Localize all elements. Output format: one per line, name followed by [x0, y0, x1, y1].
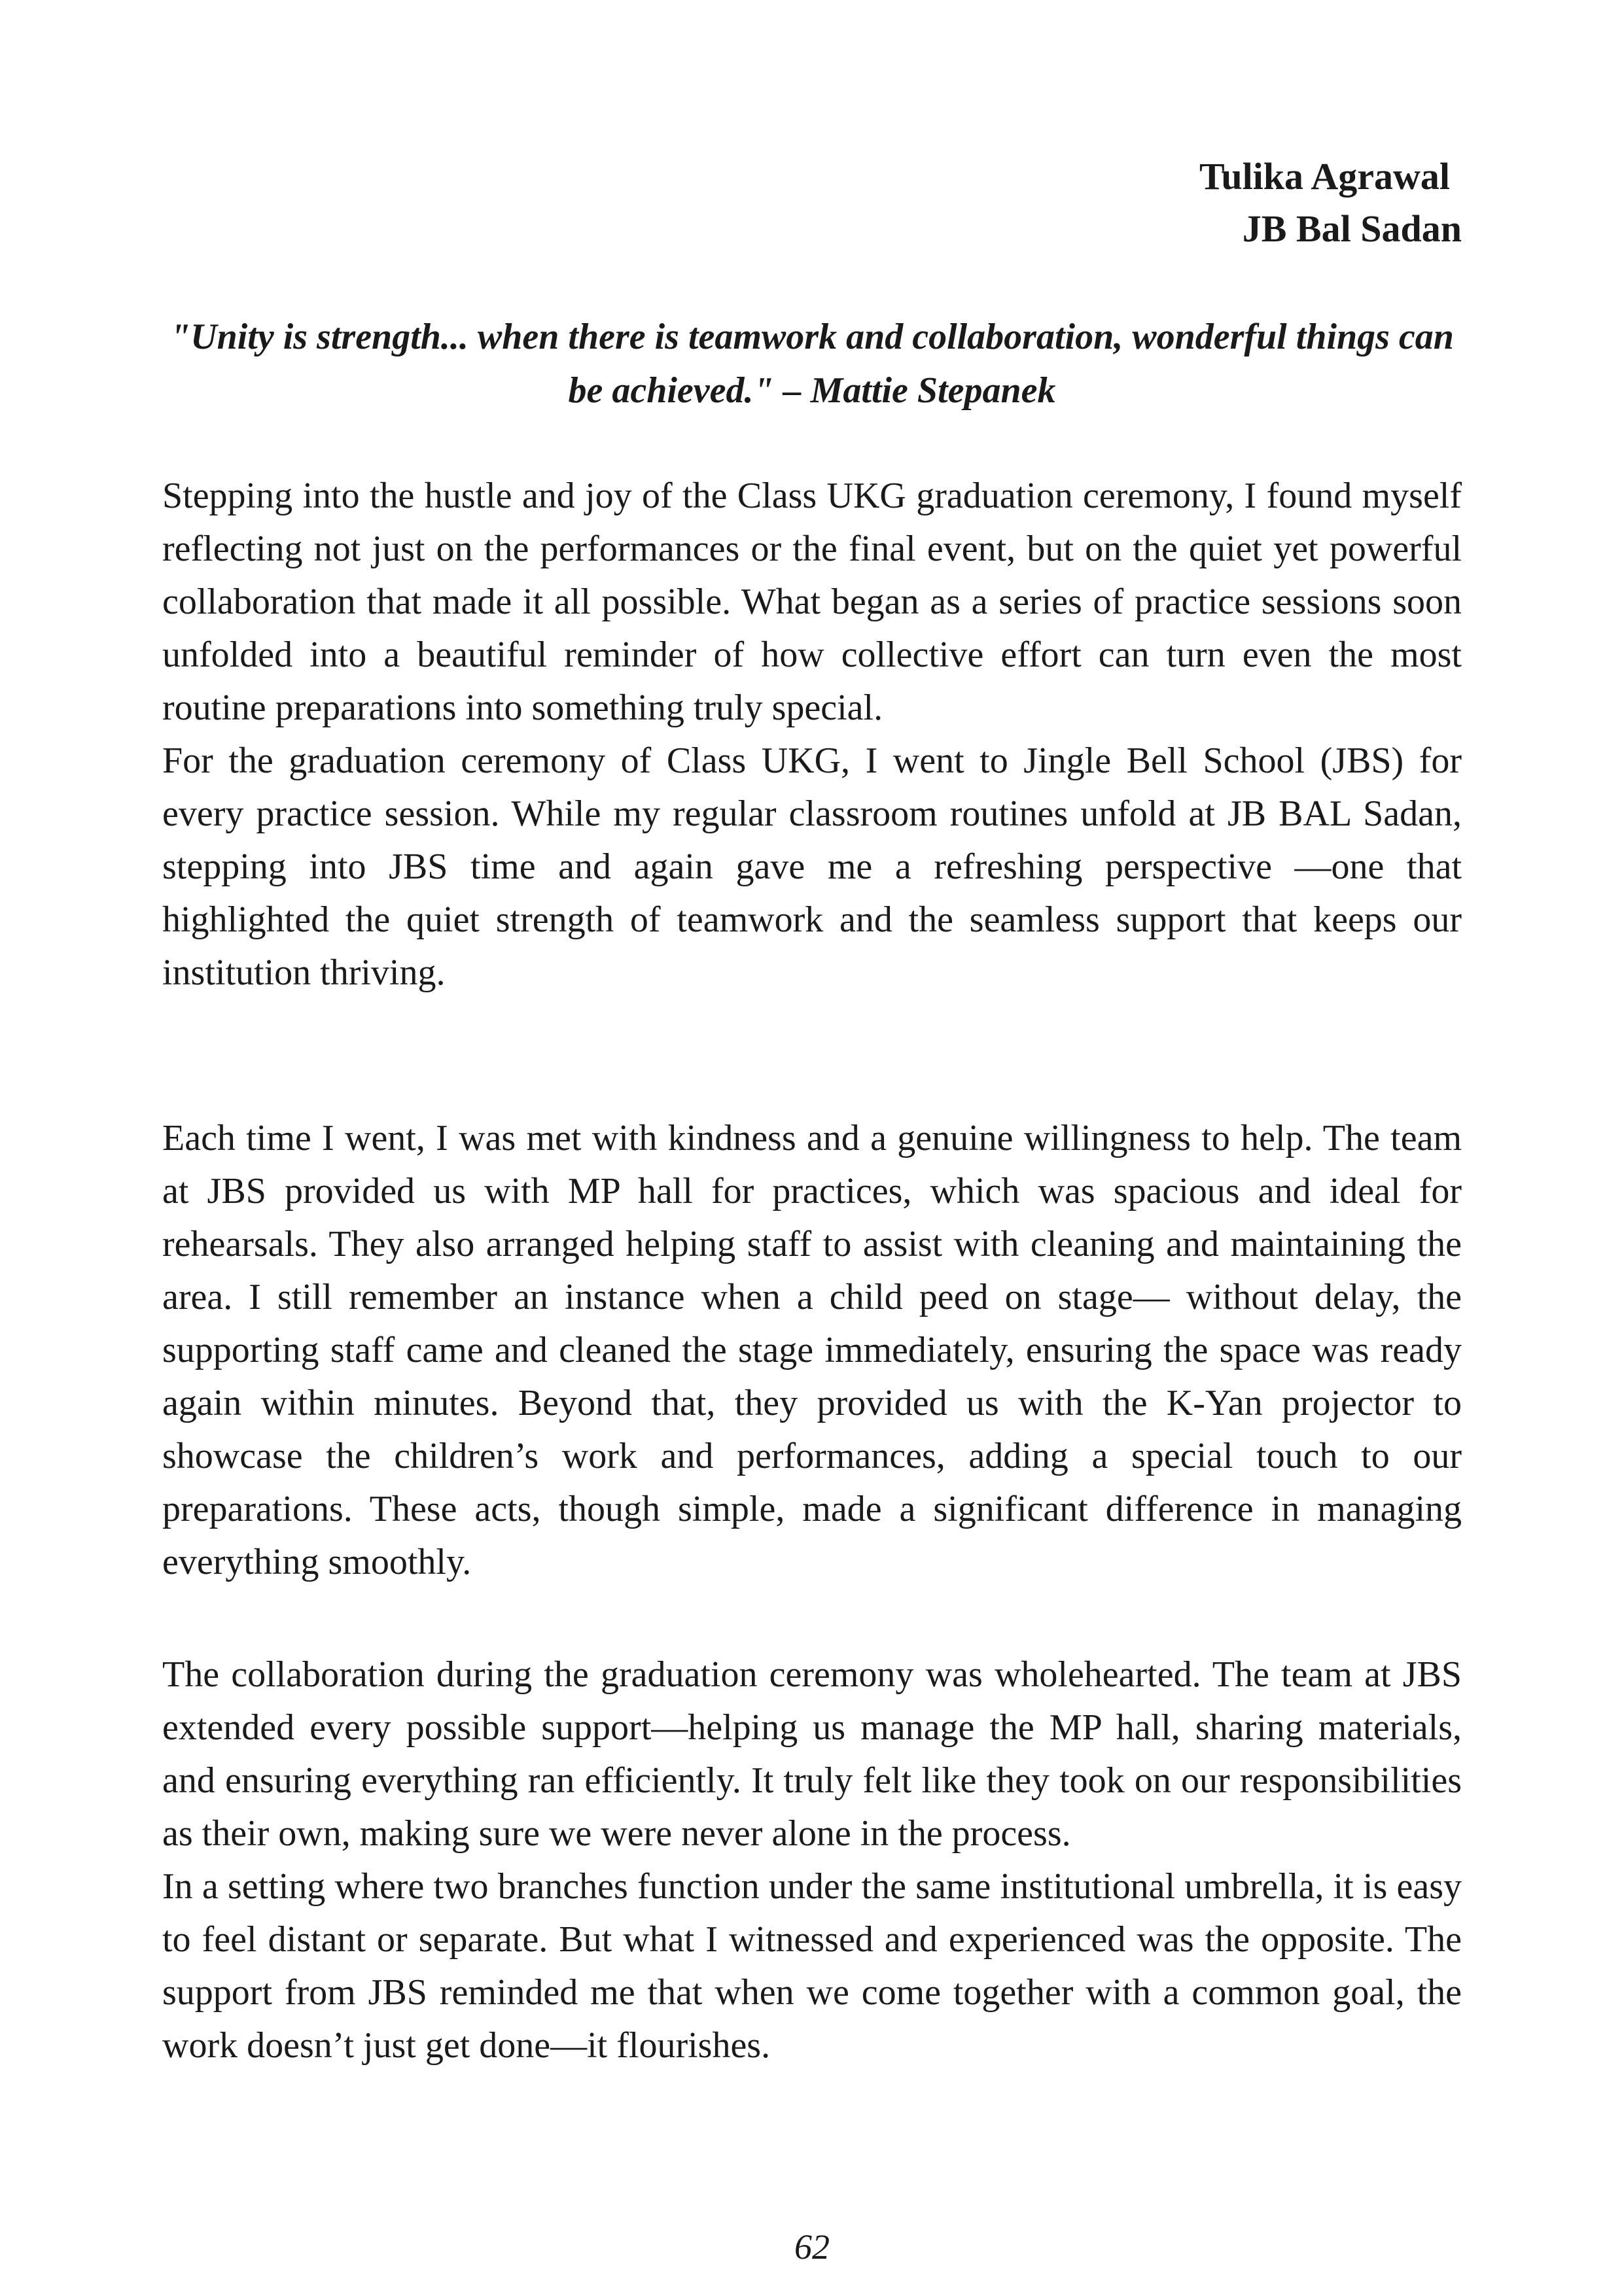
paragraph: In a setting where two branches function under the same institutional umbrella, it is easy to feel distant or separate. But what I witnessed and experienced was the opposite. The support from JBS reminded me that when we come together with a common goal, the work doesn’t just get done—it flourishes. [162, 1866, 1462, 2066]
author-name: Tulika Agrawal [1199, 155, 1450, 198]
page-number: 62 [794, 2227, 830, 2267]
body-section-3 [162, 1648, 1462, 2072]
epigraph-quote: "Unity is strength... when there is teamwork and collaboration, wonderful things can be achieved." – Mattie Stepanek [170, 317, 1454, 411]
paragraph: Each time I went, I was met with kindness and a genuine willingness to help. The team at JBS provided us with MP hall for practices, which was spacious and ideal for rehearsals. They also arranged helping staff to assist with cleaning and maintaining the area. I still remember an instance when a child peed on stage— without delay, the supporting staff came and cleaned the stage immediately, ensuring the space was ready again within minutes. Beyond that, they provided us with the K-Yan projector to showcase the children’s work and performances, adding a special touch to our preparations. These acts, though simple, made a significant difference in managing everything smoothly. [162, 1118, 1462, 1582]
author-block [1199, 150, 1462, 255]
body-section-1 [162, 470, 1462, 1000]
body-section-2 [162, 1112, 1462, 1589]
author-school: JB Bal Sadan [1242, 207, 1462, 250]
paragraph: For the graduation ceremony of Class UKG, I went to Jingle Bell School (JBS) for every practice session. While my regular classroom routines unfold at JB BAL Sadan, stepping into JBS time and again gave me a refreshing perspective —one that highlighted the quiet strength of teamwork and the seamless support that keeps our institution thriving. [162, 740, 1462, 993]
paragraph: The collaboration during the graduation ceremony was wholehearted. The team at JBS extended every possible support—helping us manage the MP hall, sharing materials, and ensuring everything ran efficiently. It truly felt like they took on our responsibilities as their own, making sure we were never alone in the process. [162, 1654, 1462, 1854]
paragraph: Stepping into the hustle and joy of the Class UKG graduation ceremony, I found myself reflecting not just on the performances or the final event, but on the quiet yet powerful collaboration that made it all possible. What began as a series of practice sessions soon unfolded into a beautiful reminder of how collective effort can turn even the most routine preparations into something truly special. [162, 476, 1462, 728]
